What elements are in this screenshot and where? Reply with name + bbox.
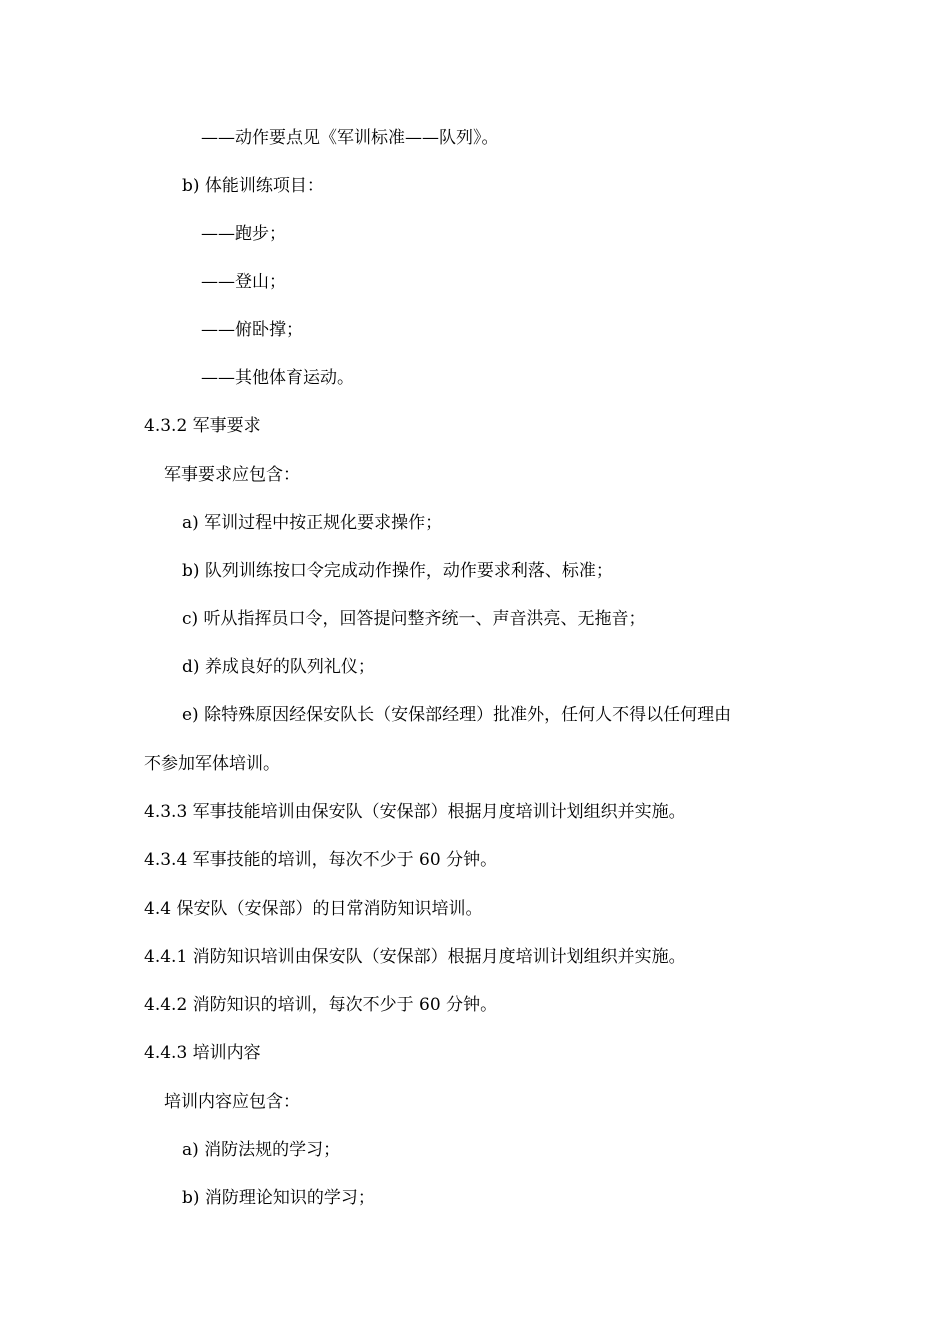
list-item-c: c) 听从指挥员口令，回答提问整齐统一、声音洪亮、无拖音； xyxy=(182,609,646,629)
dash-item-other-sports: ——其他体育运动。 xyxy=(201,368,354,388)
list-item-b: b) 队列训练按口令完成动作操作，动作要求利落、标准； xyxy=(182,561,613,581)
dash-item-running: ——跑步； xyxy=(201,224,286,244)
dash-item-pushups: ——俯卧撑； xyxy=(201,320,303,340)
section-4-3-3: 4.3.3 军事技能培训由保安队（安保部）根据月度培训计划组织并实施。 xyxy=(144,802,686,822)
list-item-b-fitness: b) 体能训练项目： xyxy=(182,176,324,196)
list-item-a-fire-regulations: a) 消防法规的学习； xyxy=(182,1140,341,1160)
paragraph-training-content: 培训内容应包含： xyxy=(164,1092,300,1112)
section-4-4-2: 4.4.2 消防知识的培训，每次不少于 60 分钟。 xyxy=(144,995,498,1015)
section-4-3-4: 4.3.4 军事技能的培训，每次不少于 60 分钟。 xyxy=(144,850,498,870)
section-heading-4-3-2: 4.3.2 军事要求 xyxy=(144,416,261,436)
list-item-a: a) 军训过程中按正规化要求操作； xyxy=(182,513,443,533)
list-item-b-fire-theory: b) 消防理论知识的学习； xyxy=(182,1188,375,1208)
section-heading-4-4: 4.4 保安队（安保部）的日常消防知识培训。 xyxy=(144,899,483,919)
list-item-e-continuation: 不参加军体培训。 xyxy=(144,754,280,774)
list-item-e: e) 除特殊原因经保安队长（安保部经理）批准外，任何人不得以任何理由 xyxy=(182,705,732,725)
dash-item-drill-standard: ——动作要点见《军训标准——队列》。 xyxy=(201,128,499,148)
paragraph-military-requirements: 军事要求应包含： xyxy=(164,465,300,485)
list-item-d: d) 养成良好的队列礼仪； xyxy=(182,657,375,677)
section-heading-4-4-3: 4.4.3 培训内容 xyxy=(144,1043,261,1063)
dash-item-climbing: ——登山； xyxy=(201,272,286,292)
section-4-4-1: 4.4.1 消防知识培训由保安队（安保部）根据月度培训计划组织并实施。 xyxy=(144,947,686,967)
